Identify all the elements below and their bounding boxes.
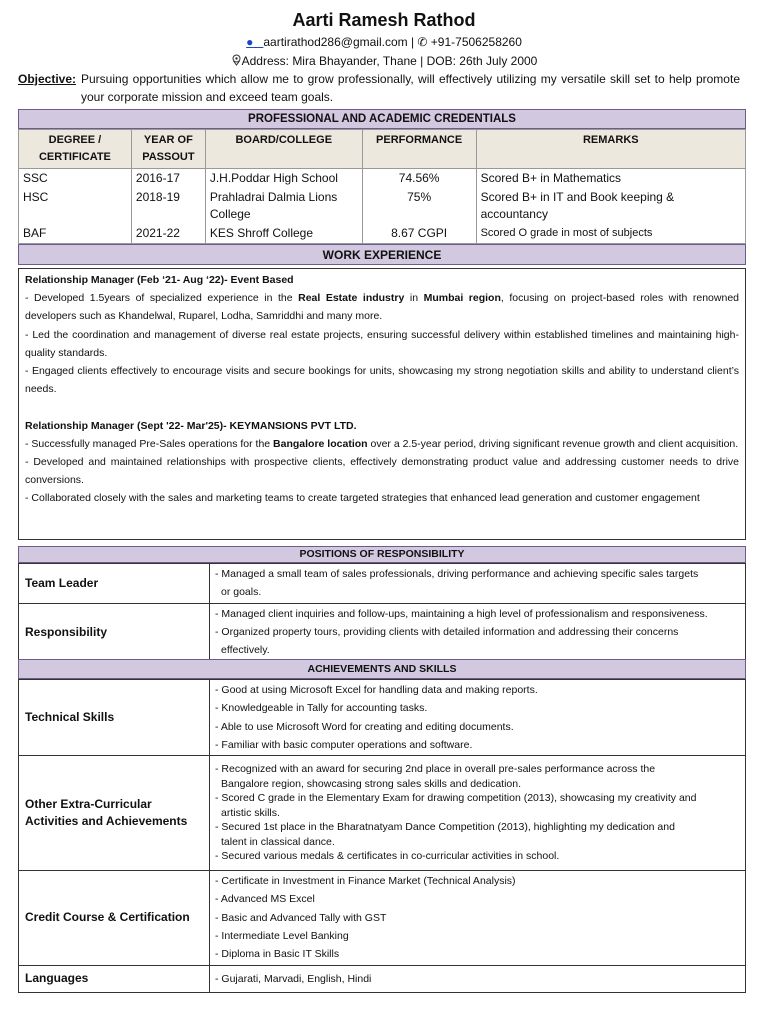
extra-curricular-list xyxy=(210,756,746,871)
achievements-heading: ACHIEVEMENTS AND SKILLS xyxy=(18,659,746,679)
work-experience-box xyxy=(18,268,746,540)
team-leader-desc: - Managed a small team of sales professionals, driving performance and achieving specific sales targets or goals. xyxy=(210,564,746,604)
cell-board: KES Shroff College xyxy=(205,224,362,244)
credit-course-list xyxy=(210,871,746,965)
list-item: - Recognized with an award for securing 2nd place in overall pre-sales performance across the xyxy=(215,763,656,776)
languages-label: Languages xyxy=(19,965,210,992)
objective-text: Pursuing opportunities which allow me to grow professionally, will effectively utilizing my versatile skill set to help promote your corporate mission and exceed team goals. xyxy=(81,72,740,104)
cell-degree: SSC xyxy=(19,169,132,189)
work-bullet: - Collaborated closely with the sales and marketing teams to create targeted strategies that enhanced lead generation and customer engagement xyxy=(25,492,700,505)
work-bullet: - Engaged clients effectively to encourage visits and secure bookings for units, showcasing my strong negotiation skills and ability to understand client’s needs. xyxy=(25,365,739,396)
positions-table xyxy=(18,563,746,661)
table-row xyxy=(19,680,746,756)
responsibility-desc: - Managed client inquiries and follow-ups, maintaining a high level of professionalism and responsiveness. - Organized property tours, providing clients with detailed information and addressing their concerns effectively. xyxy=(210,603,746,661)
cell-degree: HSC xyxy=(19,188,132,224)
list-item: - Scored C grade in the Elementary Exam for drawing competition (2013), showcasing my creativity and xyxy=(215,792,697,805)
objective-section xyxy=(18,70,740,106)
work-heading: WORK EXPERIENCE xyxy=(18,244,746,265)
col-degree: DEGREE / CERTIFICATE xyxy=(19,130,132,169)
list-item: - Familiar with basic computer operations and software. xyxy=(215,738,473,751)
languages-list: - Gujarati, Marvadi, English, Hindi xyxy=(210,965,746,992)
work-bullet: - Successfully managed Pre-Sales operations for the Bangalore location over a 2.5-year period, driving significant revenue growth and client acquisition. xyxy=(25,437,739,450)
cell-performance: 74.56% xyxy=(362,169,476,189)
work-bullet: - Developed 1.5years of specialized experience in the Real Estate industry in Mumbai region, focusing on project-based roles with renowned developers such as Khandelwal, Ruparel, Lodha, Samriddhi and many more. xyxy=(25,292,739,323)
team-leader-label: Team Leader xyxy=(19,564,210,604)
achievements-table xyxy=(18,679,746,993)
work-bullet: - Led the coordination and management of diverse real estate projects, ensuring successful delivery within established timelines and maintaining high-quality standards. xyxy=(25,328,739,359)
technical-skills-list xyxy=(210,680,746,756)
col-performance: PERFORMANCE xyxy=(362,130,476,169)
cell-year: 2018-19 xyxy=(131,188,205,224)
table-row xyxy=(19,564,746,604)
objective-label: Objective: xyxy=(18,72,77,86)
table-row xyxy=(19,756,746,871)
table-row xyxy=(19,603,746,661)
list-item: - Knowledgeable in Tally for accounting tasks. xyxy=(215,702,428,715)
cell-performance: 75% xyxy=(362,188,476,224)
extra-curricular-label: Other Extra-Curricular Activities and Achievements xyxy=(19,756,210,871)
education-heading: PROFESSIONAL AND ACADEMIC CREDENTIALS xyxy=(18,109,746,129)
list-item: - Advanced MS Excel xyxy=(215,893,315,906)
cell-board: J.H.Poddar High School xyxy=(205,169,362,189)
bullet-icon: ● xyxy=(246,35,254,49)
technical-skills-label: Technical Skills xyxy=(19,680,210,756)
location-pin-icon xyxy=(231,54,242,66)
col-remarks: REMARKS xyxy=(476,130,745,169)
positions-heading: POSITIONS OF RESPONSIBILITY xyxy=(18,546,746,563)
list-item: talent in classical dance. xyxy=(221,835,335,848)
list-item: - Basic and Advanced Tally with GST xyxy=(215,911,387,924)
list-item: - Good at using Microsoft Excel for handling data and making reports. xyxy=(215,684,538,696)
cell-year: 2021-22 xyxy=(131,224,205,244)
responsibility-label: Responsibility xyxy=(19,603,210,661)
cell-year: 2016-17 xyxy=(131,169,205,189)
role-title: Relationship Manager (Sept '22- Mar'25)- KEYMANSIONS PVT LTD. xyxy=(25,419,357,432)
cell-degree: BAF xyxy=(19,224,132,244)
table-row xyxy=(19,169,746,189)
address-text: Address: Mira Bhayander, Thane | DOB: 26th July 2000 xyxy=(241,54,538,68)
candidate-name: Aarti Ramesh Rathod xyxy=(292,10,476,30)
cell-board: Prahladrai Dalmia Lions College xyxy=(205,188,362,224)
contact-line xyxy=(0,35,768,49)
cell-remarks: Scored O grade in most of subjects xyxy=(476,224,745,244)
list-item: - Intermediate Level Banking xyxy=(215,930,349,943)
col-board: BOARD/COLLEGE xyxy=(205,130,362,169)
table-row xyxy=(19,965,746,992)
list-item: - Secured 1st place in the Bharatnatyam Dance Competition (2013), highlighting my dedication and xyxy=(215,821,675,834)
role-title: Relationship Manager (Feb ‘21- Aug ‘22)- Event Based xyxy=(25,274,294,286)
cell-performance: 8.67 CGPI xyxy=(362,224,476,244)
list-item: - Able to use Microsoft Word for creating and editing documents. xyxy=(215,720,514,733)
list-item: - Secured various medals & certificates in co-curricular activities in school. xyxy=(215,850,560,863)
list-item: Bangalore region, showcasing strong sales skills and dedication. xyxy=(221,777,522,790)
education-header-row xyxy=(19,130,746,169)
credit-course-label: Credit Course & Certification xyxy=(19,871,210,965)
table-row xyxy=(19,224,746,244)
address-line xyxy=(0,54,768,68)
table-row xyxy=(19,871,746,965)
col-year: YEAR OF PASSOUT xyxy=(131,130,205,169)
email-phone: aartirathod286@gmail.com | ✆ +91-7506258260 xyxy=(263,35,522,49)
table-row xyxy=(19,188,746,224)
cell-remarks: Scored B+ in Mathematics xyxy=(476,169,745,189)
work-bullet: - Developed and maintained relationships with prospective clients, effectively demonstrating product value and addressing customer needs to drive conversions. xyxy=(25,456,739,487)
list-item: - Certificate in Investment in Finance Market (Technical Analysis) xyxy=(215,875,516,888)
cell-remarks: Scored B+ in IT and Book keeping & accountancy xyxy=(476,188,745,224)
list-item: - Diploma in Basic IT Skills xyxy=(215,948,340,961)
education-table xyxy=(18,129,746,244)
list-item: artistic skills. xyxy=(221,806,280,819)
